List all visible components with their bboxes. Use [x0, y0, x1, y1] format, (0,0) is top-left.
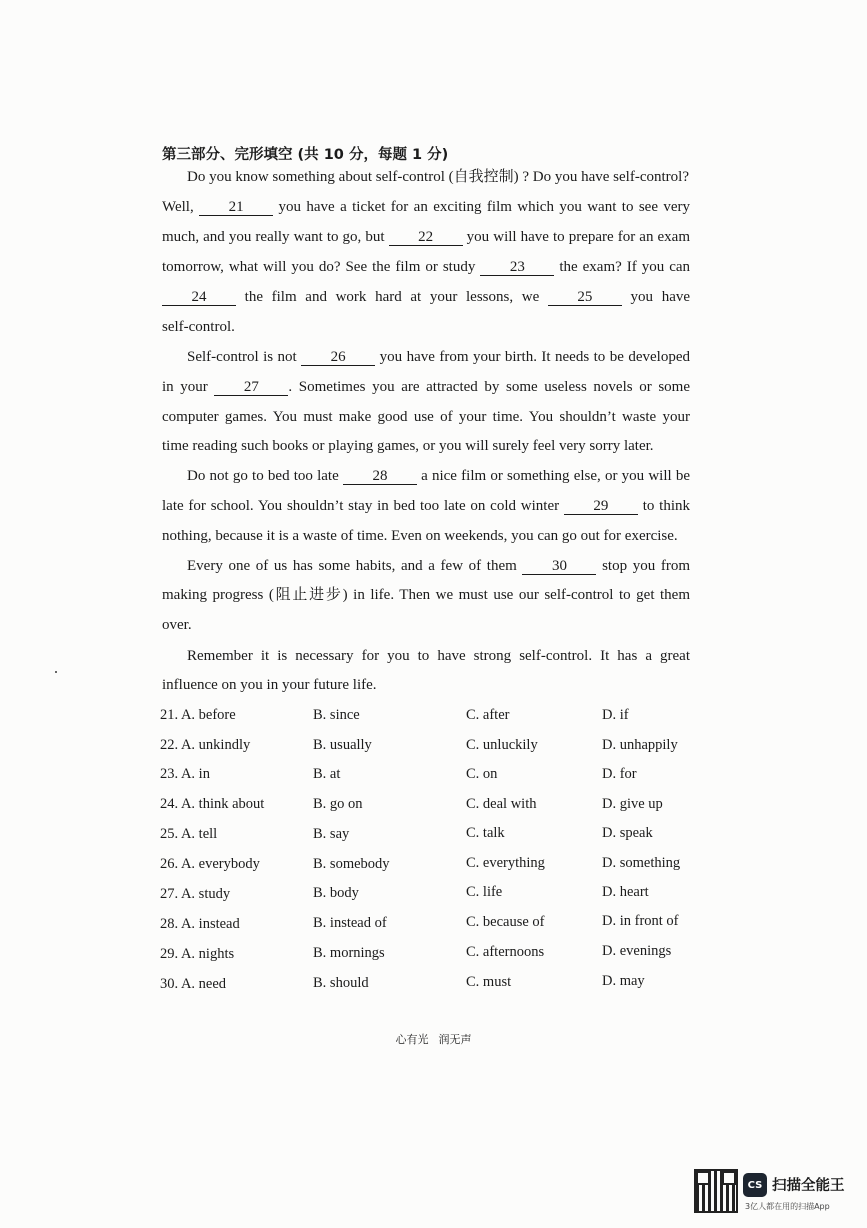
passage-line: computer games. You must make good use of your time. You shouldn’t waste your: [162, 409, 690, 425]
blank-25: 25: [548, 289, 622, 306]
option-b: B. somebody: [313, 856, 390, 872]
option-a: 28. A. instead: [160, 916, 240, 932]
passage-line: nothing, because it is a waste of time. Even on weekends, you can go out for exercise.: [162, 528, 678, 544]
option-b: B. go on: [313, 796, 363, 812]
option-c: C. talk: [466, 825, 505, 841]
scanner-tagline: 3亿人都在用的扫描App: [745, 1202, 830, 1211]
section-heading: 第三部分、完形填空 (共 10 分，每题 1 分): [162, 147, 449, 163]
option-b: B. say: [313, 826, 350, 842]
option-c: C. on: [466, 766, 498, 782]
page-footer-motto: 心有光 润无声: [395, 1033, 472, 1046]
option-c: C. everything: [466, 855, 545, 871]
blank-23: 23: [480, 259, 554, 276]
blank-27: 27: [214, 379, 288, 396]
passage-line: self-control.: [162, 319, 235, 335]
passage-line: late for school. You shouldn’t stay in bed too late on cold winter 29 to think: [162, 498, 691, 514]
qr-code-icon: [696, 1171, 736, 1211]
blank-22: 22: [389, 229, 463, 246]
blank-30: 30: [522, 558, 596, 575]
passage-line: Do you know something about self-control (自我控制) ? Do you have self-control?: [187, 169, 689, 185]
blank-26: 26: [301, 349, 375, 366]
passage-line: influence on you in your future life.: [162, 677, 377, 693]
option-c: C. life: [466, 884, 503, 900]
passage-line: in your 27 . Sometimes you are attracted by some useless novels or some: [162, 379, 690, 395]
option-a: 26. A. everybody: [160, 856, 260, 872]
option-a: 29. A. nights: [160, 946, 235, 962]
option-d: D. in front of: [602, 913, 679, 929]
option-c: C. deal with: [466, 796, 537, 812]
scanner-app-name: 扫描全能王: [772, 1178, 845, 1194]
passage-line: time reading such books or playing games, or you will surely feel very sorry later.: [162, 438, 654, 454]
option-a: 27. A. study: [160, 886, 231, 902]
option-b: B. at: [313, 766, 341, 782]
option-a: 30. A. need: [160, 976, 227, 992]
option-b: B. since: [313, 707, 360, 723]
passage-line: over.: [162, 617, 192, 633]
blank-29: 29: [564, 498, 638, 515]
passage-line: Self-control is not 26 you have from your birth. It needs to be developed: [187, 349, 690, 365]
option-d: D. for: [602, 766, 637, 782]
camscanner-logo-icon: CS: [743, 1173, 767, 1197]
option-a: 24. A. think about: [160, 796, 265, 812]
passage-line: tomorrow, what will you do? See the film or study 23 the exam? If you can: [162, 259, 691, 275]
option-d: D. something: [602, 855, 681, 871]
option-c: C. because of: [466, 914, 545, 930]
scan-speck: [55, 671, 57, 673]
option-b: B. mornings: [313, 945, 385, 961]
passage-line: 24 the film and work hard at your lessons, we 25 you have: [162, 288, 690, 306]
passage-line: Well, 21 you have a ticket for an exciting film which you want to see very: [162, 199, 691, 215]
passage-line: making progress (阻止进步) in life. Then we must use our self-control to get them: [162, 587, 690, 603]
blank-24: 24: [162, 289, 236, 306]
option-a: 21. A. before: [160, 707, 236, 723]
option-d: D. give up: [602, 796, 663, 812]
option-d: D. if: [602, 707, 629, 723]
option-d: D. heart: [602, 884, 649, 900]
option-a: 23. A. in: [160, 766, 210, 782]
option-b: B. should: [313, 975, 369, 991]
passage-line: much, and you really want to go, but 22 you will have to prepare for an exam: [162, 229, 691, 245]
passage-line: Every one of us has some habits, and a few of them 30 stop you from: [187, 558, 691, 574]
option-c: C. afternoons: [466, 944, 545, 960]
option-d: D. unhappily: [602, 737, 678, 753]
option-a: 22. A. unkindly: [160, 737, 251, 753]
blank-28: 28: [343, 468, 417, 485]
option-c: C. unluckily: [466, 737, 538, 753]
option-d: D. evenings: [602, 943, 672, 959]
option-b: B. instead of: [313, 915, 387, 931]
passage-line: Remember it is necessary for you to have strong self-control. It has a great: [187, 648, 690, 664]
option-b: B. body: [313, 885, 359, 901]
passage-line: Do not go to bed too late 28 a nice film or something else, or you will be: [187, 468, 690, 484]
option-b: B. usually: [313, 737, 372, 753]
option-d: D. speak: [602, 825, 653, 841]
option-d: D. may: [602, 973, 645, 989]
option-a: 25. A. tell: [160, 826, 218, 842]
option-c: C. after: [466, 707, 510, 723]
blank-21: 21: [199, 199, 273, 216]
option-c: C. must: [466, 974, 512, 990]
